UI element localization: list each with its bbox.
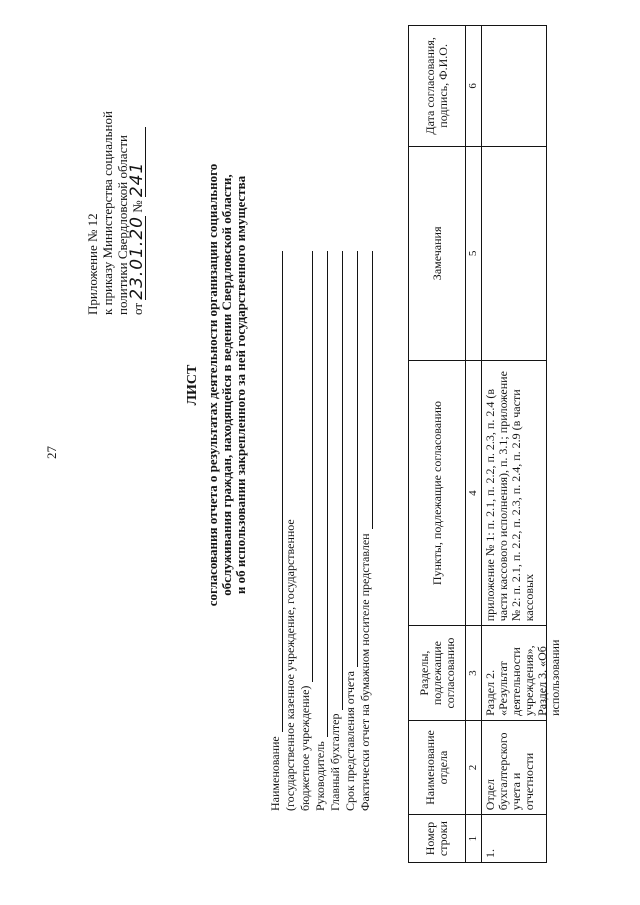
department-cell: Отдел бухгалтерского учета и отчетности	[482, 720, 547, 814]
points-text: приложение № 1: п. 2.1, п. 2.2, п. 2.3, п. 2.4 (в части кассового исполнения), п. 3.1; приложение № 2: п. 2.1, п. 2.2, п. 2.3, п. 2.4, п. 2.9 (в части кассовых	[483, 371, 536, 622]
header-points: Пункты, подлежащие согласованию	[409, 360, 466, 625]
column-number: 6	[466, 26, 482, 147]
form-fields	[268, 251, 373, 811]
accountant-label: Главный бухгалтер	[328, 713, 342, 811]
sections-cell	[482, 626, 562, 721]
head-line	[315, 251, 328, 737]
name-hint-1: (государственное казенное учреждение, государственное	[283, 519, 297, 811]
document-title	[186, 35, 248, 735]
approval-table	[408, 25, 562, 863]
appendix-header	[85, 15, 146, 315]
header-department: Наименование отдела	[409, 720, 466, 814]
title-line-2: обслуживания граждан, находящейся в ведении Свердловской области,	[219, 174, 234, 596]
actual-field	[358, 251, 373, 811]
deadline-label: Срок представления отчета	[343, 671, 357, 811]
actual-label: Фактически отчет на бумажном носителе представлен	[358, 533, 372, 811]
name-line	[270, 251, 283, 732]
appendix-line-2: к приказу Министерства социальной	[100, 111, 115, 315]
name-field	[268, 251, 283, 811]
header-date-signature: Дата согласования, подпись, Ф.И.О.	[409, 26, 466, 147]
name-hint-2-field	[298, 251, 313, 811]
handwritten-date: 23.01.20	[127, 216, 147, 300]
name-label: Наименование	[268, 736, 282, 811]
title-line-3: и об использовании закрепленного за ней государственного имущества	[233, 175, 248, 595]
number-prefix: №	[130, 200, 145, 213]
column-number: 5	[466, 146, 482, 360]
header-remarks: Замечания	[409, 146, 466, 360]
column-number: 1	[466, 815, 482, 863]
remarks-cell	[482, 146, 547, 360]
head-field	[313, 251, 328, 811]
name-hint-2: бюджетное учреждение)	[298, 685, 312, 811]
column-number: 4	[466, 360, 482, 625]
column-number: 3	[466, 626, 482, 721]
title-heading: ЛИСТ	[185, 364, 200, 406]
signature-cell	[482, 26, 547, 147]
deadline-field	[343, 251, 358, 811]
header-row-number: Номер строки	[409, 815, 466, 863]
sections-text: Раздел 2. «Результат деятельности учреждения», Раздел 3. «Об использовании	[483, 639, 562, 716]
points-cell	[482, 360, 547, 625]
column-number: 2	[466, 720, 482, 814]
accountant-field	[328, 251, 343, 811]
appendix-date-line	[127, 15, 147, 315]
table-header-row	[409, 26, 466, 863]
accountant-line	[330, 251, 343, 710]
title-line-1: согласования отчета о результатах деятельности организации социального	[205, 163, 220, 607]
handwritten-number: 241	[130, 127, 146, 197]
appendix-line-3: политики Свердловской области	[115, 135, 130, 315]
page-number: 27	[44, 446, 59, 459]
head-label: Руководитель	[313, 741, 327, 811]
appendix-line-1: Приложение № 12	[85, 213, 100, 315]
table-row	[482, 26, 547, 863]
name-hint-line	[300, 251, 313, 682]
date-prefix: от	[130, 302, 145, 315]
header-sections: Разделы, подлежащие согласованию	[409, 626, 466, 721]
row-number-cell: 1.	[482, 815, 547, 863]
deadline-line	[345, 251, 358, 667]
actual-line	[360, 251, 373, 529]
column-number-row	[466, 26, 482, 863]
